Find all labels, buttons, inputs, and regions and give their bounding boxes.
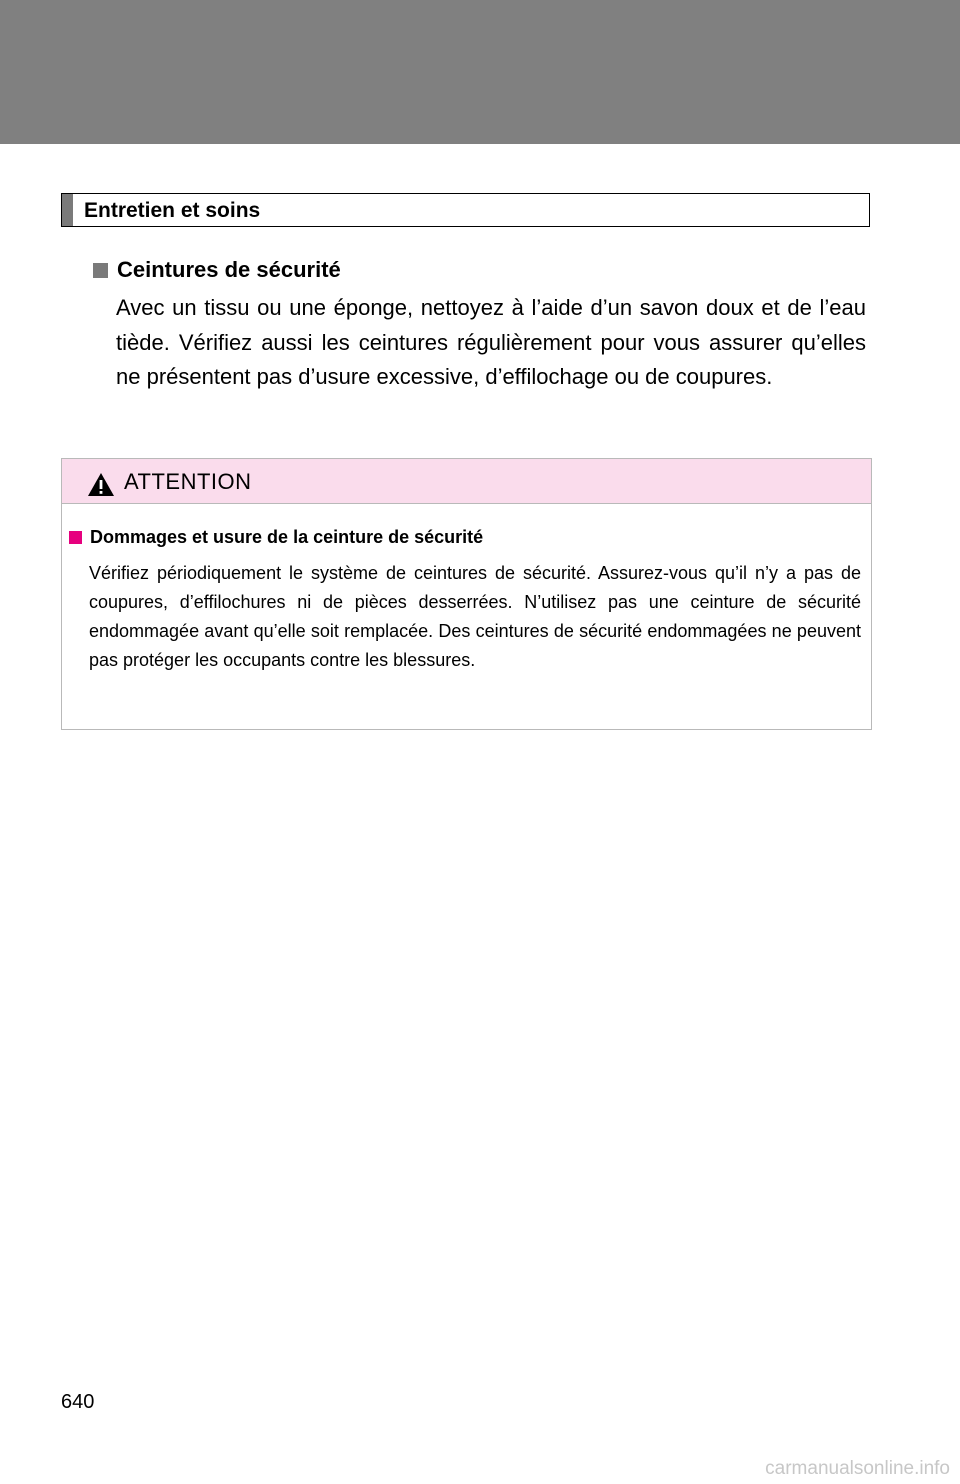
page-header-band [0, 0, 960, 144]
watermark: carmanualsonline.info [765, 1458, 950, 1479]
attention-header [62, 459, 871, 504]
attention-text: Vérifiez périodiquement le système de ceintures de sécurité. Assurez-vous qu’il n’y a pas de coupures, d’effilochures ni de pièces desserrées. N’utilisez pas une ceinture de sécurité endommagée avant qu’elle soit remplacée. Des ceintures de sécurité endommagées ne peuvent pas protéger les occupants contre les blessures. [89, 563, 861, 670]
pink-square-bullet-icon [69, 531, 82, 544]
page-number: 640 [61, 1391, 95, 1413]
square-bullet-icon [93, 263, 108, 278]
section-header [61, 193, 870, 227]
item-heading [93, 255, 866, 285]
attention-box [61, 458, 872, 730]
attention-heading-label: Dommages et usure de la ceinture de sécurité [90, 526, 484, 547]
attention-heading [69, 524, 861, 550]
item-body-text: Avec un tissu ou une éponge, nettoyez à l’aide d’un savon doux et de l’eau tiède. Vérifiez aussi les ceintures régulièrement pour vous assurer qu’elles ne présentent pas d’usure excessive, d’effilochage ou de coupures. [116, 295, 866, 389]
section-header-bar [62, 194, 73, 226]
attention-title: ATTENTION [124, 469, 252, 494]
attention-body [62, 504, 871, 675]
item-heading-label: Ceintures de sécurité [117, 257, 341, 282]
section-title: Entretien et soins [84, 199, 261, 222]
maintenance-item [93, 255, 866, 395]
warning-triangle-icon [87, 472, 115, 497]
